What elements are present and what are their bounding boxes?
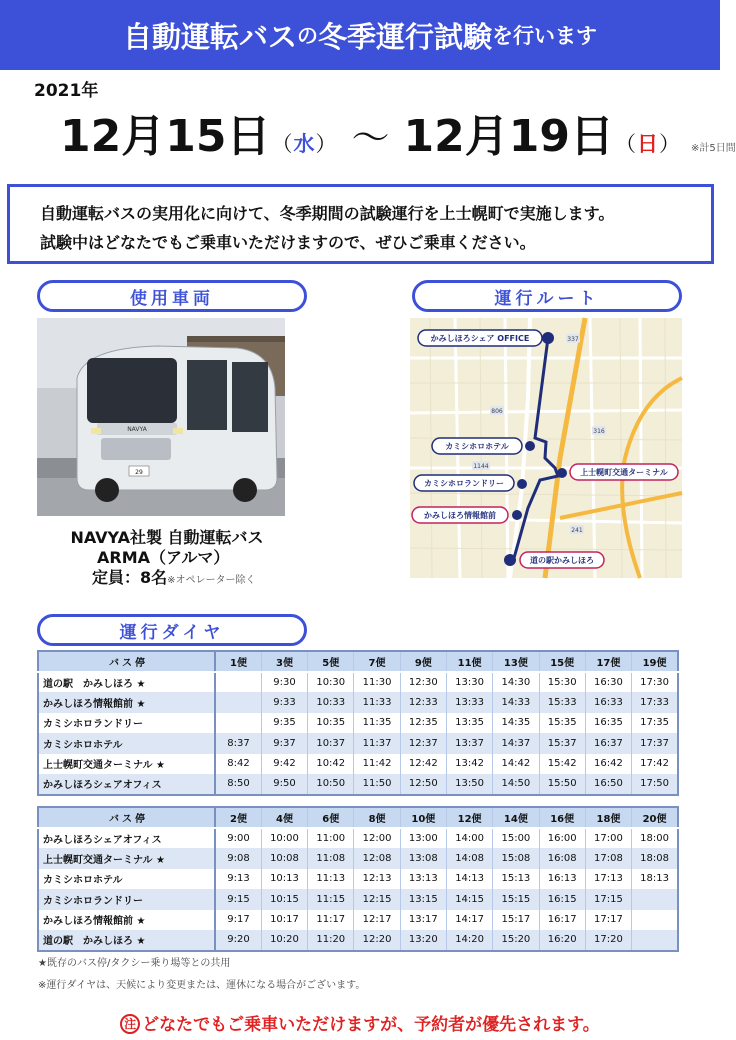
- section-timetable-heading: 運行ダイヤ: [37, 614, 307, 646]
- stop-name-cell: 道の駅 かみしほろ ★: [38, 672, 215, 693]
- departure-time-cell: 14:42: [493, 754, 539, 775]
- departure-time-cell: 13:20: [400, 930, 446, 951]
- run-header: 6便: [308, 807, 354, 828]
- departure-time-cell: 8:50: [215, 774, 261, 795]
- header-stop: バス停: [38, 807, 215, 828]
- vehicle-capacity: 定員：8名: [92, 568, 168, 587]
- departure-time-cell: 9:13: [215, 869, 261, 890]
- departure-time-cell: 15:37: [539, 733, 585, 754]
- range-tilde: 〜: [351, 116, 390, 160]
- road-241: 241: [571, 527, 583, 534]
- road-806: 806: [491, 408, 503, 415]
- departure-time-cell: 17:35: [632, 713, 678, 734]
- timetable-outbound: [37, 650, 679, 796]
- departure-time-cell: 16:15: [539, 889, 585, 910]
- title-part-4: を行います: [492, 24, 598, 48]
- timetable-inbound-body: [38, 828, 678, 951]
- departure-time-cell: 12:33: [400, 692, 446, 713]
- stop-name-cell: カミシホロランドリー: [38, 889, 215, 910]
- departure-time-cell: 15:15: [493, 889, 539, 910]
- caution-mark-icon: 注: [120, 1014, 140, 1034]
- departure-time-cell: 15:30: [539, 672, 585, 693]
- departure-time-cell: 12:37: [400, 733, 446, 754]
- departure-time-cell: 10:20: [261, 930, 307, 951]
- date-range: [60, 100, 736, 160]
- timetable-outbound-body: [38, 672, 678, 795]
- start-weekday: 水: [293, 132, 315, 156]
- footnote-star: ★既存のバス停/タクシー乗り場等との共用: [38, 958, 231, 969]
- route-map: [410, 318, 682, 578]
- run-header: 3便: [261, 651, 307, 672]
- timetable-header-row: [38, 651, 678, 672]
- plate-text: 29: [135, 469, 143, 476]
- departure-time-cell: [632, 910, 678, 931]
- timetable-inbound: [37, 806, 679, 952]
- stop-name-cell: カミシホロランドリー: [38, 713, 215, 734]
- departure-time-cell: 18:13: [632, 869, 678, 890]
- vehicle-caption: [37, 528, 297, 591]
- departure-time-cell: 12:42: [400, 754, 446, 775]
- table-row: [38, 869, 678, 890]
- departure-time-cell: 18:08: [632, 848, 678, 869]
- header-stop: バス停: [38, 651, 215, 672]
- departure-time-cell: 17:00: [585, 828, 631, 849]
- departure-time-cell: 14:20: [446, 930, 492, 951]
- departure-time-cell: 16:20: [539, 930, 585, 951]
- stop-name-cell: 上士幌町交通ターミナル ★: [38, 754, 215, 775]
- departure-time-cell: 12:20: [354, 930, 400, 951]
- departure-time-cell: 13:15: [400, 889, 446, 910]
- timetable-header-row: [38, 807, 678, 828]
- run-header: 19便: [632, 651, 678, 672]
- departure-time-cell: 9:35: [261, 713, 307, 734]
- bus-illustration: [37, 318, 285, 516]
- stop-name-cell: カミシホロホテル: [38, 869, 215, 890]
- stop-name-cell: かみしほろ情報館前 ★: [38, 910, 215, 931]
- paren-open: （: [614, 132, 636, 156]
- departure-time-cell: 17:37: [632, 733, 678, 754]
- table-row: [38, 692, 678, 713]
- departure-time-cell: 17:13: [585, 869, 631, 890]
- departure-time-cell: 13:17: [400, 910, 446, 931]
- departure-time-cell: 10:17: [261, 910, 307, 931]
- departure-time-cell: 9:15: [215, 889, 261, 910]
- table-row: [38, 828, 678, 849]
- table-row: [38, 754, 678, 775]
- departure-time-cell: 9:33: [261, 692, 307, 713]
- intro-box: [7, 184, 714, 264]
- departure-time-cell: 14:37: [493, 733, 539, 754]
- departure-time-cell: [215, 713, 261, 734]
- departure-time-cell: 15:20: [493, 930, 539, 951]
- departure-time-cell: 15:00: [493, 828, 539, 849]
- departure-time-cell: 13:00: [400, 828, 446, 849]
- title-part-2: の: [297, 24, 318, 48]
- departure-time-cell: 9:08: [215, 848, 261, 869]
- departure-time-cell: 17:20: [585, 930, 631, 951]
- departure-time-cell: 12:08: [354, 848, 400, 869]
- departure-time-cell: 17:50: [632, 774, 678, 795]
- stop-name-cell: かみしほろ情報館前 ★: [38, 692, 215, 713]
- departure-time-cell: 14:00: [446, 828, 492, 849]
- map-stop-hotel: カミシホロホテル: [445, 442, 509, 451]
- map-stop-info-center: かみしほろ情報館前: [424, 511, 496, 520]
- run-header: 1便: [215, 651, 261, 672]
- departure-time-cell: 9:00: [215, 828, 261, 849]
- table-row: [38, 713, 678, 734]
- run-header: 16便: [539, 807, 585, 828]
- end-date: 12月19日: [403, 111, 614, 162]
- table-row: [38, 848, 678, 869]
- departure-time-cell: 14:13: [446, 869, 492, 890]
- run-header: 18便: [585, 807, 631, 828]
- departure-time-cell: 12:30: [400, 672, 446, 693]
- title-part-3: 冬季運行試験: [318, 19, 493, 54]
- footnotes: [38, 953, 365, 997]
- departure-time-cell: 13:37: [446, 733, 492, 754]
- departure-time-cell: 9:50: [261, 774, 307, 795]
- departure-time-cell: 11:50: [354, 774, 400, 795]
- departure-time-cell: 13:13: [400, 869, 446, 890]
- departure-time-cell: 10:15: [261, 889, 307, 910]
- departure-time-cell: 15:42: [539, 754, 585, 775]
- departure-time-cell: [632, 930, 678, 951]
- departure-time-cell: 16:42: [585, 754, 631, 775]
- departure-time-cell: 12:50: [400, 774, 446, 795]
- departure-time-cell: 11:42: [354, 754, 400, 775]
- departure-time-cell: 13:35: [446, 713, 492, 734]
- departure-time-cell: 16:30: [585, 672, 631, 693]
- run-header: 20便: [632, 807, 678, 828]
- departure-time-cell: 8:42: [215, 754, 261, 775]
- run-header: 5便: [308, 651, 354, 672]
- departure-time-cell: 17:08: [585, 848, 631, 869]
- map-stop-michinoeki: 道の駅かみしほろ: [530, 556, 594, 565]
- section-vehicle-heading: 使用車両: [37, 280, 307, 312]
- departure-time-cell: 10:37: [308, 733, 354, 754]
- departure-time-cell: 14:50: [493, 774, 539, 795]
- run-header: 9便: [400, 651, 446, 672]
- departure-time-cell: 9:17: [215, 910, 261, 931]
- departure-time-cell: 15:33: [539, 692, 585, 713]
- departure-time-cell: 16:35: [585, 713, 631, 734]
- departure-time-cell: 13:42: [446, 754, 492, 775]
- departure-time-cell: 15:35: [539, 713, 585, 734]
- table-row: [38, 774, 678, 795]
- run-header: 8便: [354, 807, 400, 828]
- priority-warning: [0, 1010, 720, 1035]
- stop-name-cell: カミシホロホテル: [38, 733, 215, 754]
- road-337: 337: [567, 336, 579, 343]
- departure-time-cell: 15:13: [493, 869, 539, 890]
- departure-time-cell: 11:00: [308, 828, 354, 849]
- departure-time-cell: 16:08: [539, 848, 585, 869]
- departure-time-cell: 11:15: [308, 889, 354, 910]
- departure-time-cell: [215, 672, 261, 693]
- footnote-schedule: ※運行ダイヤは、天候により変更または、運休になる場合がございます。: [38, 980, 366, 991]
- run-header: 11便: [446, 651, 492, 672]
- section-route-heading: 運行ルート: [412, 280, 682, 312]
- departure-time-cell: 14:35: [493, 713, 539, 734]
- start-date: 12月15日: [60, 111, 271, 162]
- map-stop-share-office: かみしほろシェア OFFICE: [430, 334, 530, 343]
- departure-time-cell: 15:17: [493, 910, 539, 931]
- departure-time-cell: 13:30: [446, 672, 492, 693]
- run-header: 14便: [493, 807, 539, 828]
- departure-time-cell: 18:00: [632, 828, 678, 849]
- map-stop-terminal: 上士幌町交通ターミナル: [580, 468, 668, 477]
- table-row: [38, 889, 678, 910]
- departure-time-cell: 11:30: [354, 672, 400, 693]
- departure-time-cell: 15:08: [493, 848, 539, 869]
- departure-time-cell: 13:08: [400, 848, 446, 869]
- departure-time-cell: 16:13: [539, 869, 585, 890]
- departure-time-cell: 11:35: [354, 713, 400, 734]
- departure-time-cell: 9:42: [261, 754, 307, 775]
- departure-time-cell: 14:30: [493, 672, 539, 693]
- departure-time-cell: 11:13: [308, 869, 354, 890]
- table-row: [38, 733, 678, 754]
- departure-time-cell: 11:08: [308, 848, 354, 869]
- run-header: 10便: [400, 807, 446, 828]
- run-header: 17便: [585, 651, 631, 672]
- run-header: 15便: [539, 651, 585, 672]
- run-header: 4便: [261, 807, 307, 828]
- departure-time-cell: 16:50: [585, 774, 631, 795]
- departure-time-cell: 17:17: [585, 910, 631, 931]
- departure-time-cell: 16:37: [585, 733, 631, 754]
- departure-time-cell: [632, 889, 678, 910]
- departure-time-cell: 13:50: [446, 774, 492, 795]
- departure-time-cell: 17:30: [632, 672, 678, 693]
- departure-time-cell: 16:00: [539, 828, 585, 849]
- departure-time-cell: [215, 692, 261, 713]
- departure-time-cell: 17:15: [585, 889, 631, 910]
- title-part-1: 自動運転バス: [122, 19, 297, 54]
- run-header: 7便: [354, 651, 400, 672]
- paren-close: ）: [658, 132, 680, 156]
- departure-time-cell: 13:33: [446, 692, 492, 713]
- stop-name-cell: かみしほろシェアオフィス: [38, 774, 215, 795]
- stop-name-cell: 上士幌町交通ターミナル ★: [38, 848, 215, 869]
- departure-time-cell: 10:42: [308, 754, 354, 775]
- departure-time-cell: 10:13: [261, 869, 307, 890]
- departure-time-cell: 16:33: [585, 692, 631, 713]
- table-row: [38, 672, 678, 693]
- departure-time-cell: 12:13: [354, 869, 400, 890]
- departure-time-cell: 11:37: [354, 733, 400, 754]
- departure-time-cell: 10:50: [308, 774, 354, 795]
- departure-time-cell: 11:20: [308, 930, 354, 951]
- paren-open: （: [271, 132, 293, 156]
- road-1144: 1144: [473, 463, 489, 470]
- departure-time-cell: 11:17: [308, 910, 354, 931]
- departure-time-cell: 12:17: [354, 910, 400, 931]
- intro-line-2: 試験中はどなたでもご乗車いただけますので、ぜひご乗車ください。: [40, 233, 536, 252]
- departure-time-cell: 11:33: [354, 692, 400, 713]
- vehicle-capacity-note: ※オペレーター除く: [167, 575, 256, 586]
- table-row: [38, 910, 678, 931]
- vehicle-caption-line-2: ARMA（アルマ）: [97, 548, 230, 567]
- vehicle-caption-line-1: NAVYA社製 自動運転バス: [70, 528, 264, 547]
- run-header: 12便: [446, 807, 492, 828]
- departure-time-cell: 10:00: [261, 828, 307, 849]
- departure-time-cell: 12:35: [400, 713, 446, 734]
- departure-time-cell: 10:35: [308, 713, 354, 734]
- departure-time-cell: 15:50: [539, 774, 585, 795]
- departure-time-cell: 10:30: [308, 672, 354, 693]
- map-stop-laundry: カミシホロランドリー: [424, 479, 504, 488]
- year-label: 2021年: [34, 81, 99, 101]
- paren-close: ）: [315, 132, 337, 156]
- road-316: 316: [593, 428, 605, 435]
- vehicle-capacity-line: [37, 568, 297, 591]
- stop-name-cell: 道の駅 かみしほろ ★: [38, 930, 215, 951]
- departure-time-cell: 8:37: [215, 733, 261, 754]
- departure-time-cell: 14:15: [446, 889, 492, 910]
- departure-time-cell: 17:42: [632, 754, 678, 775]
- departure-time-cell: 14:17: [446, 910, 492, 931]
- departure-time-cell: 14:33: [493, 692, 539, 713]
- end-weekday: 日: [636, 132, 658, 156]
- priority-warning-text: どなたでもご乗車いただけますが、予約者が優先されます。: [142, 1015, 600, 1035]
- table-row: [38, 930, 678, 951]
- departure-time-cell: 14:08: [446, 848, 492, 869]
- vehicle-photo: [37, 318, 285, 516]
- departure-time-cell: 12:15: [354, 889, 400, 910]
- intro-line-1: 自動運転バスの実用化に向けて、冬季期間の試験運行を上士幌町で実施します。: [40, 204, 615, 223]
- departure-time-cell: 9:30: [261, 672, 307, 693]
- departure-time-cell: 10:08: [261, 848, 307, 869]
- departure-time-cell: 10:33: [308, 692, 354, 713]
- departure-time-cell: 12:00: [354, 828, 400, 849]
- stop-name-cell: かみしほろシェアオフィス: [38, 828, 215, 849]
- departure-time-cell: 9:20: [215, 930, 261, 951]
- route-map-svg: [410, 318, 682, 578]
- departure-time-cell: 16:17: [539, 910, 585, 931]
- run-header: 13便: [493, 651, 539, 672]
- duration-note: ※計5日間: [690, 143, 736, 154]
- run-header: 2便: [215, 807, 261, 828]
- departure-time-cell: 9:37: [261, 733, 307, 754]
- departure-time-cell: 17:33: [632, 692, 678, 713]
- title-banner: [0, 0, 720, 70]
- bus-badge-text: NAVYA: [127, 426, 147, 433]
